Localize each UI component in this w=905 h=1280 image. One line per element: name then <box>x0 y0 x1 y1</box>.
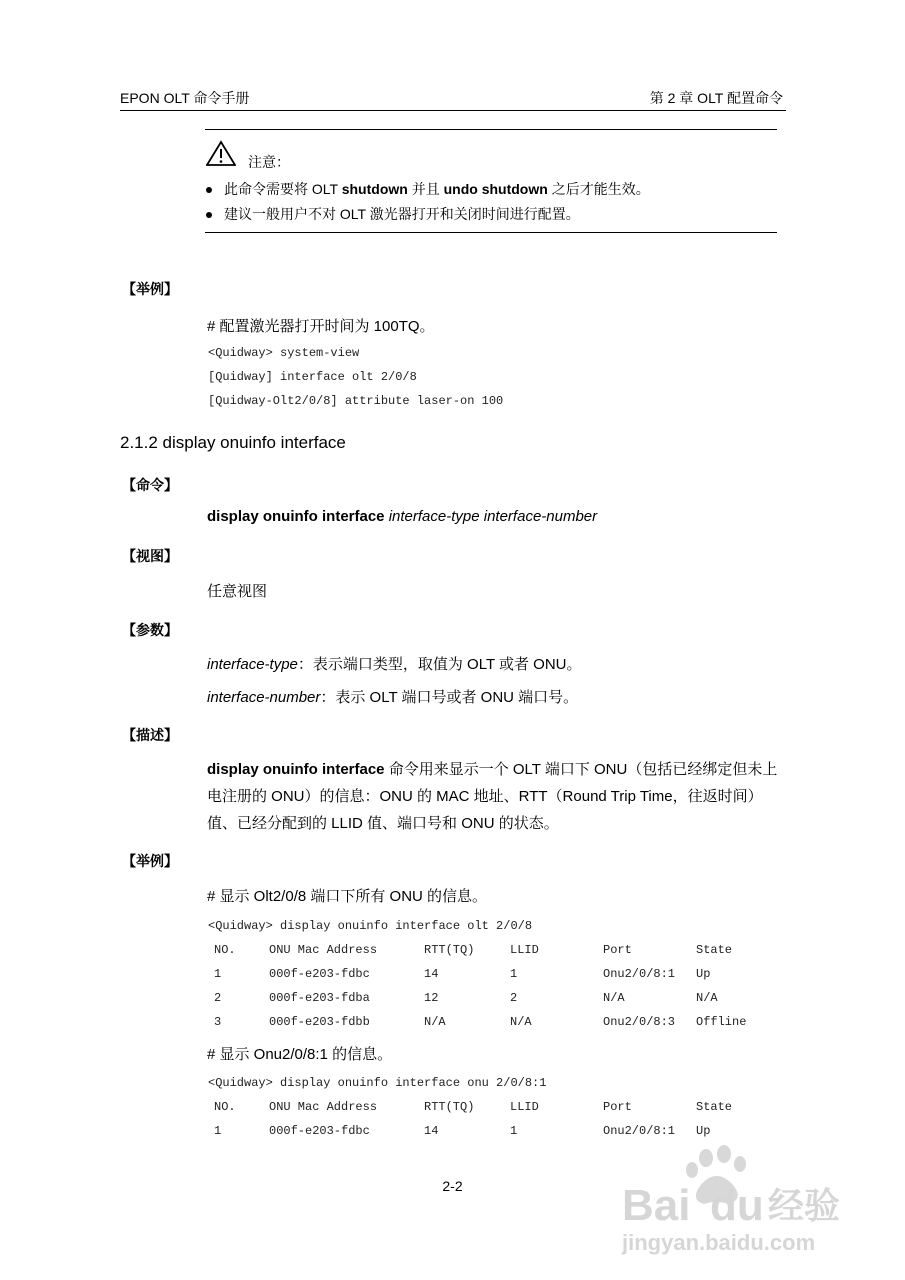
section-heading: 2.1.2 display onuinfo interface <box>120 433 346 452</box>
code-line: <Quidway> system-view <box>208 346 360 360</box>
note-top-rule <box>205 129 777 130</box>
baidu-watermark-logo <box>620 1140 850 1260</box>
view-text: 任意视图 <box>207 583 268 600</box>
watermark-url: jingyan.baidu.com <box>622 1230 816 1255</box>
example-2-desc-1: # 显示 Olt2/0/8 端口下所有 ONU 的信息。 <box>207 888 488 905</box>
note-bullet-1: 此命令需要将 OLT shutdown 并且 undo shutdown 之后才能生效。 <box>206 179 650 199</box>
code-line: [Quidway-Olt2/0/8] attribute laser-on 100 <box>208 394 504 408</box>
description-text: display onuinfo interface 命令用来显示一个 OLT 端口下 ONU（包括已经绑定但未上电注册的 ONU）的信息：ONU 的 MAC 地址、RTT（Round Trip Time，往返时间）值、已经分配到的 LLID 值、端口号和 ONU 的状态。 <box>207 761 778 832</box>
table-row: 3 000f-e203-fdbb N/A N/A Onu2/0/8:3 Offline <box>214 1015 747 1029</box>
param-2: interface-number：表示 OLT 端口号或者 ONU 端口号。 <box>207 689 579 706</box>
watermark-brand: Bai <box>622 1181 691 1230</box>
section-command: 【命令】 <box>122 477 178 493</box>
section-params: 【参数】 <box>122 622 178 638</box>
note-bottom-rule <box>205 232 777 233</box>
note-bullet-2: 建议一般用户不对 OLT 激光器打开和关闭时间进行配置。 <box>206 204 580 224</box>
table-header-row: NO. ONU Mac Address RTT(TQ) LLID Port State <box>214 1100 733 1114</box>
code-line: <Quidway> display onuinfo interface olt 2/0/8 <box>208 919 533 933</box>
watermark-cn: 经验 <box>768 1186 841 1227</box>
example-2-desc-2: # 显示 Onu2/0/8:1 的信息。 <box>207 1046 393 1063</box>
header-rule <box>120 110 786 111</box>
bullet-dot <box>206 212 212 218</box>
onu-info-table-1 <box>208 943 746 1039</box>
header-right: 第 2 章 OLT 配置命令 <box>649 90 783 106</box>
table-row: 1 000f-e203-fdbc 14 1 Onu2/0/8:1 Up <box>214 1124 711 1138</box>
code-line: [Quidway] interface olt 2/0/8 <box>208 370 417 384</box>
note-title: 注意： <box>248 154 290 170</box>
section-view: 【视图】 <box>122 548 178 564</box>
page-number: 2-2 <box>442 1178 463 1194</box>
example-1-desc: # 配置激光器打开时间为 100TQ。 <box>207 318 435 335</box>
code-line: <Quidway> display onuinfo interface onu 2/0/8:1 <box>208 1076 547 1090</box>
watermark-brand-2: du <box>710 1181 764 1230</box>
bullet-dot <box>206 187 212 193</box>
table-row: 1 000f-e203-fdbc 14 1 Onu2/0/8:1 Up <box>214 967 711 981</box>
table-row: 2 000f-e203-fdba 12 2 N/A N/A <box>214 991 718 1005</box>
header-left: EPON OLT 命令手册 <box>120 90 250 106</box>
param-1: interface-type：表示端口类型，取值为 OLT 或者 ONU。 <box>207 656 582 673</box>
table-header-row: NO. ONU Mac Address RTT(TQ) LLID Port State <box>214 943 733 957</box>
section-example-1: 【举例】 <box>122 281 178 297</box>
warning-icon <box>206 140 236 166</box>
section-description: 【描述】 <box>122 727 178 743</box>
command-syntax: display onuinfo interface interface-type interface-number <box>207 508 598 525</box>
section-example-2: 【举例】 <box>122 853 178 869</box>
